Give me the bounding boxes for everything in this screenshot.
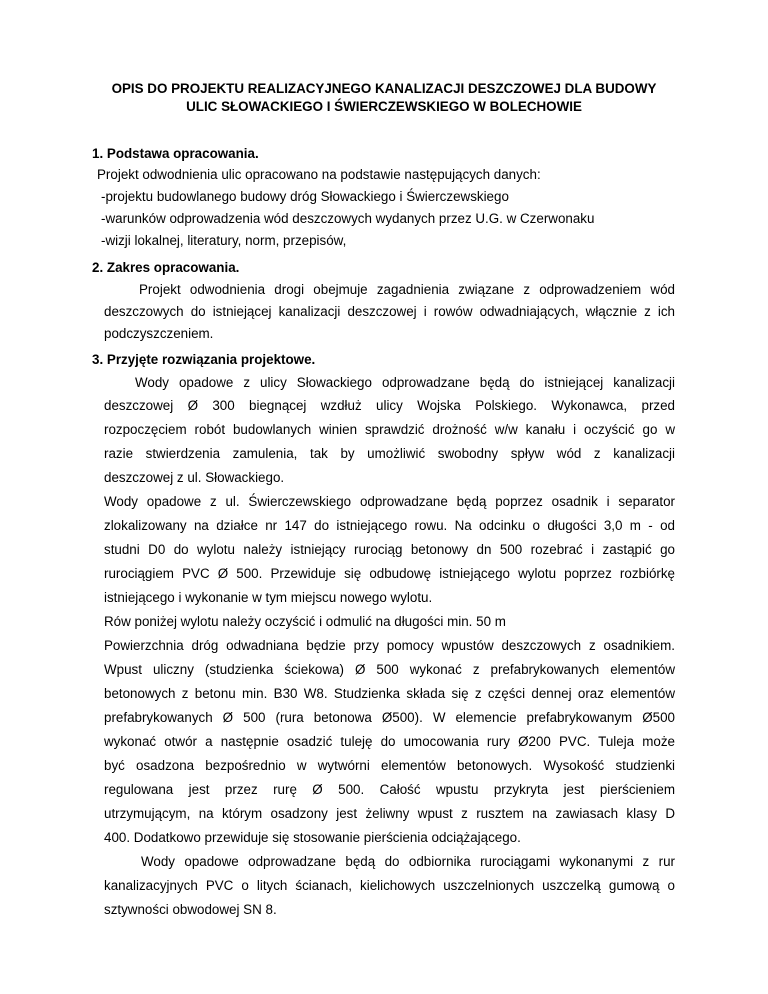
document-title — [60, 80, 708, 116]
section-3-line: prefabrykowanych Ø 500 (rura betonowa Ø500). W elemencie prefabrykowanym Ø500 — [104, 710, 675, 725]
section-3-line: deszczowej z ul. Słowackiego. — [104, 470, 285, 485]
title-line-2: ULIC SŁOWACKIEGO I ŚWIERCZEWSKIEGO W BOLECHOWIE — [186, 99, 582, 114]
section-3-line: Rów poniżej wylotu należy oczyścić i odmulić na długości min. 50 m — [104, 614, 506, 629]
section-3-line: studni D0 do wylotu należy istniejący rurociąg betonowy dn 500 rozebrać i zastąpić go — [104, 542, 675, 557]
title-line-1: OPIS DO PROJEKTU REALIZACYJNEGO KANALIZACJI DESZCZOWEJ DLA BUDOWY — [111, 81, 657, 96]
section-1-item: -projektu budowlanego budowy dróg Słowackiego i Świerczewskiego — [101, 189, 509, 204]
section-3-line: rurociągiem PVC Ø 500. Przewiduje się odbudowę istniejącego wylotu poprzez rozbiórkę — [104, 566, 675, 581]
section-2-line: Projekt odwodnienia drogi obejmuje zagadnienia związane z odprowadzeniem wód — [139, 282, 675, 297]
section-1-intro: Projekt odwodnienia ulic opracowano na podstawie następujących danych: — [97, 167, 541, 182]
section-3-line: zlokalizowany na działce nr 147 do istniejącego rowu. Na odcinku o długości 3,0 m - od — [104, 518, 675, 533]
section-3-heading: 3. Przyjęte rozwiązania projektowe. — [92, 352, 316, 367]
section-3-line: regulowana jest przez rurę Ø 500. Całość wpustu przykryta jest pierścieniem — [104, 782, 675, 797]
section-3-line: Wody opadowe z ulicy Słowackiego odprowadzane będą do istniejącej kanalizacji — [135, 375, 675, 390]
section-1-item: -wizji lokalnej, literatury, norm, przepisów, — [101, 233, 347, 248]
section-2-line: deszczowych do istniejącej kanalizacji deszczowej i rowów odwadniających, włącznie z ich — [104, 304, 675, 319]
section-2-line: podczyszczeniem. — [104, 326, 214, 341]
section-3-line: Powierzchnia dróg odwadniana będzie przy pomocy wpustów deszczowych z osadnikiem. — [104, 638, 675, 653]
section-3-line: 400. Dodatkowo przewiduje się stosowanie pierścienia odciążającego. — [104, 830, 521, 845]
section-3-line: Wody opadowe odprowadzane będą do odbiornika rurociągami wykonanymi z rur — [141, 854, 675, 869]
section-3-line: utrzymującym, na którym osadzony jest żeliwny wpust z rusztem na zawiasach klasy D — [104, 806, 675, 821]
section-3-line: sztywności obwodowej SN 8. — [104, 902, 277, 917]
section-3-line: deszczowej Ø 300 biegnącej wzdłuż ulicy Wojska Polskiego. Wykonawca, przed — [104, 398, 675, 413]
section-1-item: -warunków odprowadzenia wód deszczowych wydanych przez U.G. w Czerwonaku — [101, 211, 595, 226]
section-3-line: razie stwierdzenia zamulenia, tak by umożliwić swobodny spływ wód z kanalizacji — [104, 446, 675, 461]
section-3-line: Wody opadowe z ul. Świerczewskiego odprowadzane będą poprzez osadnik i separator — [104, 494, 675, 509]
section-1-heading: 1. Podstawa opracowania. — [92, 146, 259, 161]
section-2-heading: 2. Zakres opracowania. — [92, 260, 240, 275]
section-3-line: rozpoczęciem robót budowlanych winien sprawdzić drożność w/w kanału i oczyścić go w — [104, 422, 675, 437]
section-3-line: być osadzona bezpośrednio w wytwórni elementów betonowych. Wysokość studzienki — [104, 758, 675, 773]
section-3-line: kanalizacyjnych PVC o litych ścianach, kielichowych uszczelnionych uszczelką gumową o — [104, 878, 675, 893]
section-3-line: wykonać otwór a następnie osadzić tuleję do umocowania rury Ø200 PVC. Tuleja może — [104, 734, 675, 749]
section-3-line: betonowych z betonu min. B30 W8. Studzienka składa się z części dennej oraz elementów — [104, 686, 675, 701]
section-3-line: Wpust uliczny (studzienka ściekowa) Ø 500 wykonać z prefabrykowanych elementów — [104, 662, 675, 677]
section-3-line: istniejącego i wykonanie w tym miejscu nowego wylotu. — [104, 590, 433, 605]
